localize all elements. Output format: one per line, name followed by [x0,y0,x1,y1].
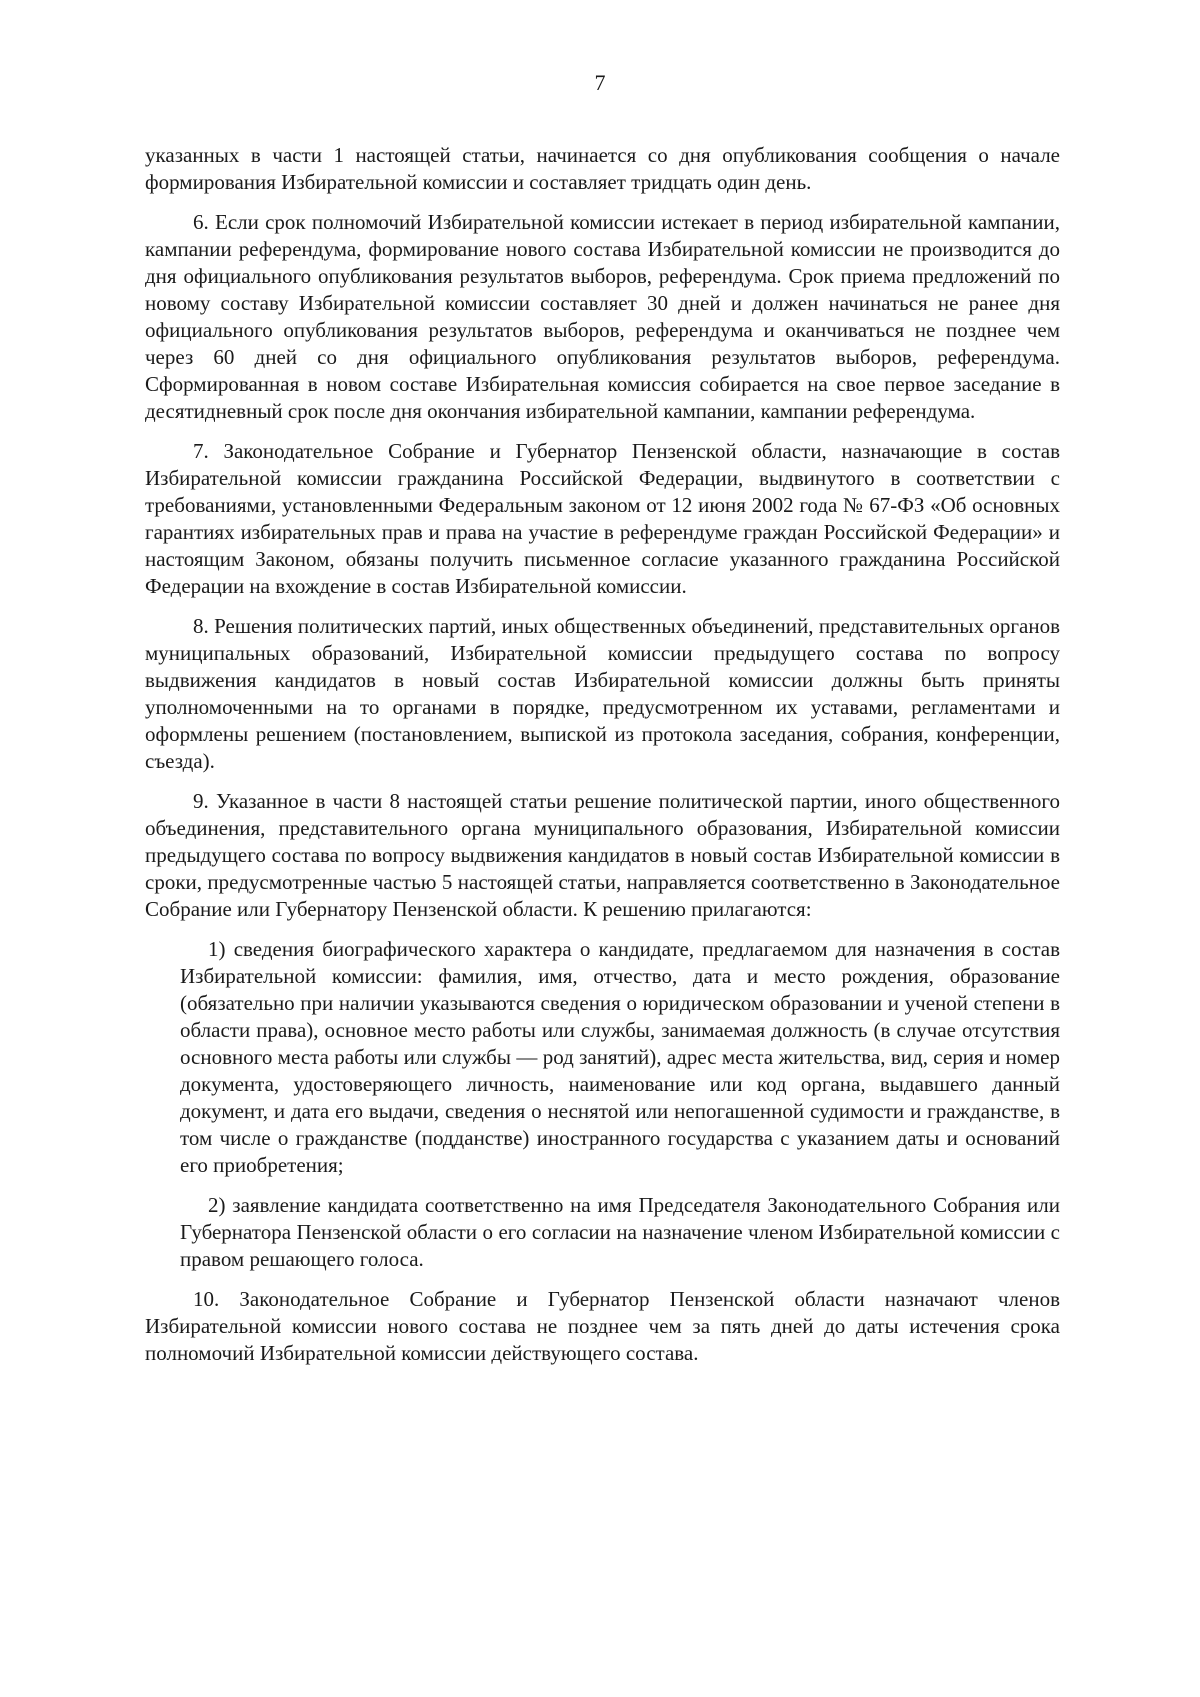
paragraph-10: 10. Законодательное Собрание и Губернатор Пензенской области назначают членов Избирательной комиссии нового состава не позднее чем за пять дней до даты истечения срока полномочий Избирательной комиссии действующего состава. [145,1287,1060,1365]
paragraph-7: 7. Законодательное Собрание и Губернатор Пензенской области, назначающие в состав Избирательной комиссии гражданина Российской Федерации, выдвинутого в соответствии с требованиями, установленными Федеральным законом от 12 июня 2002 года № 67-ФЗ «Об основных гарантиях избирательных прав и права на участие в референдуме граждан Российской Федерации» и настоящим Законом, обязаны получить письменное согласие указанного гражданина Российской Федерации на вхождение в состав Избирательной комиссии. [145,439,1060,598]
document-body [145,142,1060,1380]
paragraph-continued: указанных в части 1 настоящей статьи, начинается со дня опубликования сообщения о начале формирования Избирательной комиссии и составляет тридцать один день. [145,143,1060,194]
paragraph-6: 6. Если срок полномочий Избирательной комиссии истекает в период избирательной кампании, кампании референдума, формирование нового состава Избирательной комиссии не производится до дня официального опубликования результатов выборов, референдума. Срок приема предложений по новому составу Избирательной комиссии составляет 30 дней и должен начинаться не ранее дня официального опубликования результатов выборов, референдума и оканчиваться не позднее чем через 60 дней со дня официального опубликования результатов выборов, референдума. Сформированная в новом составе Избирательная комиссия собирается на свое первое заседание в десятидневный срок после дня окончания избирательной кампании, кампании референдума. [145,210,1060,423]
paragraph-9: 9. Указанное в части 8 настоящей статьи решение политической партии, иного общественного объединения, представительного органа муниципального образования, Избирательной комиссии предыдущего состава по вопросу выдвижения кандидатов в новый состав Избирательной комиссии в сроки, предусмотренные частью 5 настоящей статьи, направляется соответственно в Законодательное Собрание или Губернатору Пензенской области. К решению прилагаются: [145,789,1060,921]
paragraph-8: 8. Решения политических партий, иных общественных объединений, представительных органов муниципальных образований, Избирательной комиссии предыдущего состава по вопросу выдвижения кандидатов в новый состав Избирательной комиссии должны быть приняты уполномоченными на то органами в порядке, предусмотренном их уставами, регламентами и оформлены решением (постановлением, выпиской из протокола заседания, собрания, конференции, съезда). [145,614,1060,773]
page-number: 7 [594,70,606,95]
paragraph-9-item-2: 2) заявление кандидата соответственно на имя Председателя Законодательного Собрания или Губернатора Пензенской области о его согласии на назначение членом Избирательной комиссии с правом решающего голоса. [180,1193,1060,1271]
paragraph-9-item-1: 1) сведения биографического характера о кандидате, предлагаемом для назначения в состав Избирательной комиссии: фамилия, имя, отчество, дата и место рождения, образование (обязательно при наличии указываются сведения о юридическом образовании и ученой степени в области права), основное место работы или службы, занимаемая должность (в случае отсутствия основного места работы или службы — род занятий), адрес места жительства, вид, серия и номер документа, удостоверяющего личность, наименование или код органа, выдавшего данный документ, и дата его выдачи, сведения о неснятой или непогашенной судимости и гражданстве, в том числе о гражданстве (подданстве) иностранного государства с указанием даты и оснований его приобретения; [180,937,1060,1177]
